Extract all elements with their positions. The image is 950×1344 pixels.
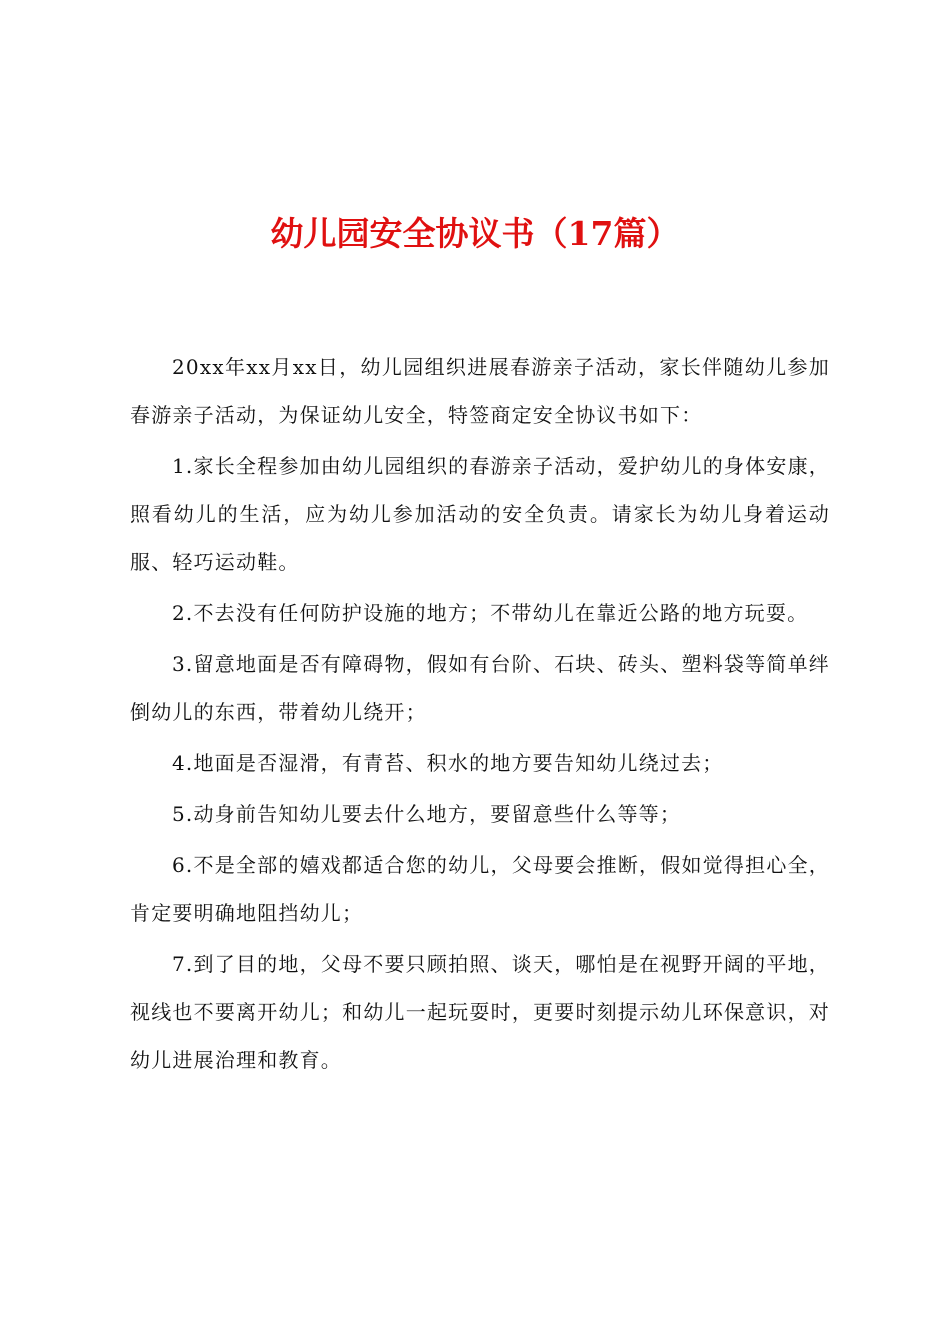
clause-1-paragraph: 1.家长全程参加由幼儿园组织的春游亲子活动，爱护幼儿的身体安康，照看幼儿的生活，应为幼儿参加活动的安全负责。请家长为幼儿身着运动服、轻巧运动鞋。	[130, 454, 830, 574]
clause-6-paragraph: 6.不是全部的嬉戏都适合您的幼儿，父母要会推断，假如觉得担心全，肯定要明确地阻挡幼儿；	[130, 853, 830, 925]
intro-paragraph: 20xx年xx月xx日，幼儿园组织进展春游亲子活动，家长伴随幼儿参加春游亲子活动，为保证幼儿安全，特签商定安全协议书如下：	[130, 355, 830, 427]
clause-3-paragraph: 3.留意地面是否有障碍物，假如有台阶、石块、砖头、塑料袋等简单绊倒幼儿的东西，带着幼儿绕开；	[130, 652, 830, 724]
document-body	[130, 343, 830, 1084]
clause-4-paragraph: 4.地面是否湿滑，有青苔、积水的地方要告知幼儿绕过去；	[172, 751, 724, 775]
document-title: 幼儿园安全协议书（17篇）	[270, 214, 680, 253]
clause-5-paragraph: 5.动身前告知幼儿要去什么地方，要留意些什么等等；	[172, 802, 682, 826]
clause-7-paragraph: 7.到了目的地，父母不要只顾拍照、谈天，哪怕是在视野开阔的平地，视线也不要离开幼儿；和幼儿一起玩耍时，更要时刻提示幼儿环保意识，对幼儿进展治理和教育。	[130, 952, 830, 1072]
clause-2-paragraph: 2.不去没有任何防护设施的地方；不带幼儿在靠近公路的地方玩耍。	[172, 601, 809, 625]
